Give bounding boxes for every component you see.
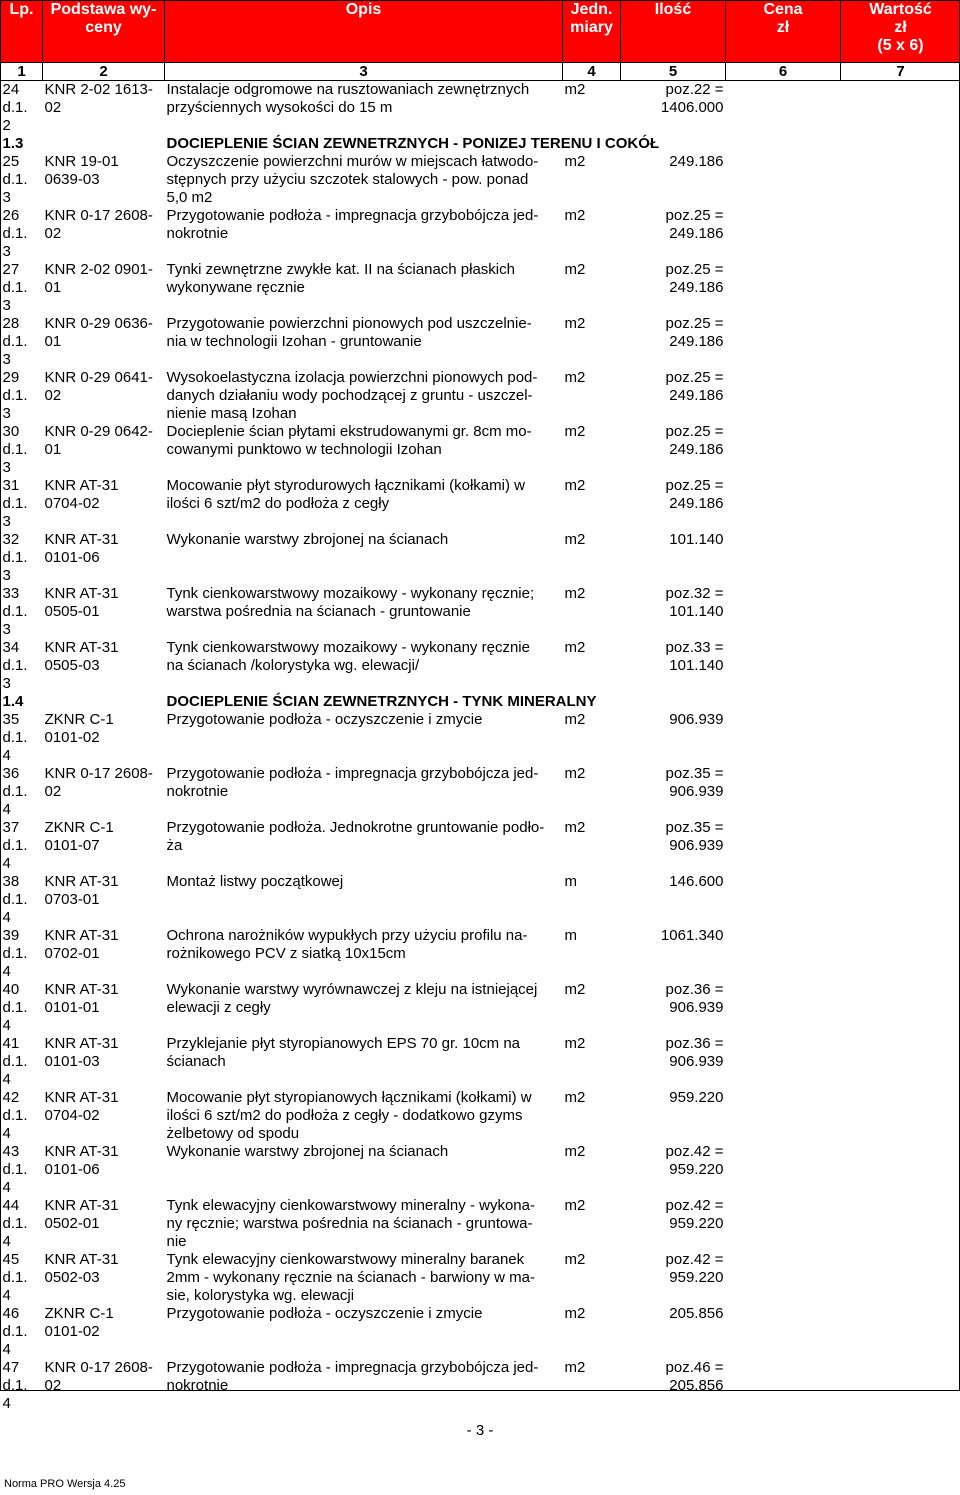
header-basis: Podstawa wy- ceny (43, 1, 165, 63)
item-quantity: 205.856 (669, 1305, 724, 1322)
item-price (726, 153, 841, 207)
table-row (1, 1143, 960, 1197)
item-lp: 33 d.1. 3 (2, 585, 28, 638)
item-lp: 25 d.1. 3 (2, 153, 28, 206)
item-basis: KNR 0-29 0641- 02 (44, 369, 153, 404)
item-basis: KNR AT-31 0703-01 (44, 873, 119, 908)
item-quantity: 906.939 (669, 711, 724, 728)
item-value (841, 1035, 960, 1089)
item-price (726, 207, 841, 261)
item-price (726, 711, 841, 765)
item-basis: KNR 2-02 1613- 02 (44, 81, 153, 116)
item-price (726, 1089, 841, 1143)
item-unit: m2 (564, 369, 586, 386)
item-description: Wysokoelastyczna izolacja powierzchni pionowych pod- danych działaniu wody pochodzącej z gruntu - uszczel- nienie masą Izohan (166, 369, 538, 422)
item-price (726, 1035, 841, 1089)
item-value (841, 927, 960, 981)
item-description: Tynk cienkowarstwowy mozaikowy - wykonany ręcznie; warstwa pośrednia na ścianach - gruntowanie (166, 585, 535, 620)
table-row (1, 981, 960, 1035)
item-quantity: poz.36 = 906.939 (665, 981, 724, 1016)
item-basis: KNR 0-17 2608- 02 (44, 1359, 153, 1394)
item-basis: ZKNR C-1 0101-02 (44, 1305, 114, 1340)
item-value (841, 531, 960, 585)
item-value (841, 477, 960, 531)
item-price (726, 531, 841, 585)
item-value (841, 585, 960, 639)
header-quantity: Ilość (621, 1, 726, 63)
section-row (1, 693, 960, 711)
item-description: Instalacje odgromowe na rusztowaniach zewnętrznych przyściennych wysokości do 15 m (166, 81, 530, 116)
table-row (1, 423, 960, 477)
item-quantity: poz.25 = 249.186 (665, 261, 724, 296)
item-lp: 42 d.1. 4 (2, 1089, 28, 1142)
item-quantity: poz.25 = 249.186 (665, 207, 724, 242)
item-unit: m2 (564, 477, 586, 494)
item-lp: 28 d.1. 3 (2, 315, 28, 368)
item-basis: ZKNR C-1 0101-07 (44, 819, 114, 854)
item-value (841, 819, 960, 873)
item-description: Wykonanie warstwy zbrojonej na ścianach (166, 1143, 449, 1160)
item-quantity: poz.35 = 906.939 (665, 819, 724, 854)
item-basis: KNR 0-17 2608- 02 (44, 765, 153, 800)
item-description: Przyklejanie płyt styropianowych EPS 70 gr. 10cm na ścianach (166, 1035, 521, 1070)
table-row (1, 711, 960, 765)
column-number: 7 (841, 63, 960, 81)
item-quantity: 249.186 (669, 153, 724, 170)
header-lp: Lp. (1, 1, 43, 63)
item-quantity: 1061.340 (660, 927, 724, 944)
table-row (1, 927, 960, 981)
column-number: 6 (726, 63, 841, 81)
item-lp: 43 d.1. 4 (2, 1143, 28, 1196)
item-description: Tynk elewacyjny cienkowarstwowy mineralny - wykona- ny ręcznie; warstwa pośrednia na ścianach - gruntowa- nie (166, 1197, 535, 1250)
item-value (841, 981, 960, 1035)
section-code: 1.3 (2, 135, 24, 152)
item-description: Przygotowanie powierzchni pionowych pod uszczelnie- nia w technologii Izohan - gruntowanie (166, 315, 532, 350)
item-price (726, 315, 841, 369)
item-quantity: poz.42 = 959.220 (665, 1251, 724, 1286)
item-basis: KNR AT-31 0704-02 (44, 1089, 119, 1124)
item-value (841, 711, 960, 765)
item-price (726, 261, 841, 315)
item-price (726, 81, 841, 136)
column-number: 4 (563, 63, 621, 81)
item-lp: 44 d.1. 4 (2, 1197, 28, 1250)
item-lp: 38 d.1. 4 (2, 873, 28, 926)
item-quantity: poz.22 = 1406.000 (660, 81, 724, 116)
item-price (726, 639, 841, 693)
item-value (841, 153, 960, 207)
table-row (1, 765, 960, 819)
item-lp: 26 d.1. 3 (2, 207, 28, 260)
item-unit: m2 (564, 1305, 586, 1322)
item-basis: KNR AT-31 0101-06 (44, 1143, 119, 1178)
column-number: 5 (621, 63, 726, 81)
item-value (841, 1089, 960, 1143)
item-unit: m2 (564, 153, 586, 170)
table-header (1, 1, 960, 63)
item-quantity: 959.220 (669, 1089, 724, 1106)
column-number: 1 (1, 63, 43, 81)
software-version: Norma PRO Wersja 4.25 (4, 1478, 126, 1490)
table-row (1, 477, 960, 531)
table-row (1, 261, 960, 315)
page-number: - 3 - (466, 1422, 494, 1439)
column-number: 2 (43, 63, 165, 81)
item-lp: 30 d.1. 3 (2, 423, 28, 476)
item-unit: m (564, 873, 577, 890)
item-price (726, 765, 841, 819)
item-lp: 36 d.1. 4 (2, 765, 28, 818)
item-description: Montaż listwy początkowej (166, 873, 344, 890)
item-lp: 39 d.1. 4 (2, 927, 28, 980)
item-price (726, 1251, 841, 1305)
header-description: Opis (165, 1, 563, 63)
item-description: Przygotowanie podłoża - impregnacja grzybobójcza jed- nokrotnie (166, 765, 539, 800)
item-basis: KNR AT-31 0101-06 (44, 531, 119, 566)
item-lp: 34 d.1. 3 (2, 639, 28, 692)
item-basis: KNR 0-17 2608- 02 (44, 207, 153, 242)
item-basis: KNR AT-31 0702-01 (44, 927, 119, 962)
item-price (726, 477, 841, 531)
item-unit: m (564, 927, 577, 944)
item-description: Wykonanie warstwy wyrównawczej z kleju na istniejącej elewacji z cegły (166, 981, 538, 1016)
item-value (841, 1143, 960, 1197)
item-price (726, 369, 841, 423)
item-lp: 35 d.1. 4 (2, 711, 28, 764)
item-price (726, 1305, 841, 1359)
item-description: Przygotowanie podłoża - impregnacja grzybobójcza jed- nokrotnie (166, 1359, 539, 1394)
item-quantity: poz.25 = 249.186 (665, 369, 724, 404)
item-lp: 47 d.1. 4 (2, 1359, 28, 1412)
item-basis: KNR AT-31 0502-03 (44, 1251, 119, 1286)
item-value (841, 207, 960, 261)
item-value (841, 1305, 960, 1359)
item-lp: 46 d.1. 4 (2, 1305, 28, 1358)
section-title: DOCIEPLENIE ŚCIAN ZEWNETRZNYCH - PONIZEJ TERENU I COKÓŁ (166, 135, 660, 152)
item-lp: 41 d.1. 4 (2, 1035, 28, 1088)
item-basis: KNR AT-31 0505-03 (44, 639, 119, 674)
item-quantity: 146.600 (669, 873, 724, 890)
item-price (726, 927, 841, 981)
item-value (841, 261, 960, 315)
table-row (1, 531, 960, 585)
item-quantity: poz.42 = 959.220 (665, 1197, 724, 1232)
item-unit: m2 (564, 1359, 586, 1376)
item-lp: 27 d.1. 3 (2, 261, 28, 314)
item-lp: 31 d.1. 3 (2, 477, 28, 530)
item-description: Przygotowanie podłoża - impregnacja grzybobójcza jed- nokrotnie (166, 207, 539, 242)
item-value (841, 1359, 960, 1413)
table-row (1, 81, 960, 136)
item-description: Mocowanie płyt styropianowych łącznikami (kołkami) w ilości 6 szt/m2 do podłoża z cegły - dodatkowo gzyms żelbetowy od spodu (166, 1089, 532, 1142)
item-unit: m2 (564, 531, 586, 548)
item-unit: m2 (564, 639, 586, 656)
item-quantity: 101.140 (669, 531, 724, 548)
header-value: Wartość zł (5 x 6) (841, 1, 960, 63)
item-value (841, 1251, 960, 1305)
item-description: Przygotowanie podłoża. Jednokrotne gruntowanie podło- ża (166, 819, 545, 854)
item-quantity: poz.25 = 249.186 (665, 477, 724, 512)
item-unit: m2 (564, 1197, 586, 1214)
item-lp: 24 d.1. 2 (2, 81, 28, 134)
item-unit: m2 (564, 819, 586, 836)
item-value (841, 873, 960, 927)
item-lp: 40 d.1. 4 (2, 981, 28, 1034)
item-unit: m2 (564, 207, 586, 224)
item-unit: m2 (564, 765, 586, 782)
item-price (726, 981, 841, 1035)
table-row (1, 1359, 960, 1413)
item-basis: KNR AT-31 0502-01 (44, 1197, 119, 1232)
item-quantity: poz.46 = 205.856 (665, 1359, 724, 1394)
item-unit: m2 (564, 1251, 586, 1268)
item-value (841, 1197, 960, 1251)
item-quantity: poz.25 = 249.186 (665, 315, 724, 350)
table-row (1, 639, 960, 693)
item-unit: m2 (564, 81, 586, 98)
item-basis: ZKNR C-1 0101-02 (44, 711, 114, 746)
item-value (841, 369, 960, 423)
table-row (1, 207, 960, 261)
item-price (726, 873, 841, 927)
item-description: Wykonanie warstwy zbrojonej na ścianach (166, 531, 449, 548)
item-description: Tynki zewnętrzne zwykłe kat. II na ścianach płaskich wykonywane ręcznie (166, 261, 515, 296)
table-row (1, 369, 960, 423)
item-unit: m2 (564, 1089, 586, 1106)
item-price (726, 819, 841, 873)
item-unit: m2 (564, 981, 586, 998)
item-value (841, 423, 960, 477)
item-description: Oczyszczenie powierzchni murów w miejscach łatwodo- stępnych przy użyciu szczotek stalowych - pow. ponad 5,0 m2 (166, 153, 539, 206)
section-title: DOCIEPLENIE ŚCIAN ZEWNETRZNYCH - TYNK MINERALNY (166, 693, 597, 710)
item-lp: 37 d.1. 4 (2, 819, 28, 872)
column-number: 3 (165, 63, 563, 81)
table-row (1, 153, 960, 207)
item-description: Mocowanie płyt styrodurowych łącznikami (kołkami) w ilości 6 szt/m2 do podłoża z cegły (166, 477, 525, 512)
item-price (726, 1197, 841, 1251)
table-row (1, 1035, 960, 1089)
item-basis: KNR 2-02 0901- 01 (44, 261, 153, 296)
item-basis: KNR AT-31 0505-01 (44, 585, 119, 620)
item-value (841, 639, 960, 693)
item-basis: KNR AT-31 0704-02 (44, 477, 119, 512)
item-basis: KNR AT-31 0101-01 (44, 981, 119, 1016)
item-quantity: poz.42 = 959.220 (665, 1143, 724, 1178)
item-unit: m2 (564, 261, 586, 278)
table-row (1, 1197, 960, 1251)
item-unit: m2 (564, 1035, 586, 1052)
item-basis: KNR 19-01 0639-03 (44, 153, 119, 188)
table-row (1, 315, 960, 369)
item-description: Tynk elewacyjny cienkowarstwowy mineralny baranek 2mm - wykonany ręcznie na ścianach - barwiony w ma- sie, kolorystyka wg. elewacji (166, 1251, 535, 1304)
header-unit: Jedn. miary (563, 1, 621, 63)
item-lp: 29 d.1. 3 (2, 369, 28, 422)
item-description: Docieplenie ścian płytami ekstrudowanymi gr. 8cm mo- cowanymi punktowo w technologii Izohan (166, 423, 532, 458)
item-description: Tynk cienkowarstwowy mozaikowy - wykonany ręcznie na ścianach /kolorystyka wg. elewacji/ (166, 639, 530, 674)
item-price (726, 1359, 841, 1413)
column-number-row (1, 63, 960, 81)
item-description: Przygotowanie podłoża - oczyszczenie i zmycie (166, 711, 483, 728)
item-unit: m2 (564, 423, 586, 440)
item-price (726, 1143, 841, 1197)
item-unit: m2 (564, 315, 586, 332)
header-price: Cena zł (726, 1, 841, 63)
table-row (1, 1251, 960, 1305)
item-value (841, 81, 960, 136)
table-row (1, 1089, 960, 1143)
item-lp: 32 d.1. 3 (2, 531, 28, 584)
item-quantity: poz.36 = 906.939 (665, 1035, 724, 1070)
section-row (1, 135, 960, 153)
item-quantity: poz.25 = 249.186 (665, 423, 724, 458)
item-value (841, 765, 960, 819)
table-row (1, 873, 960, 927)
item-unit: m2 (564, 711, 586, 728)
item-quantity: poz.33 = 101.140 (665, 639, 724, 674)
item-price (726, 585, 841, 639)
item-description: Ochrona narożników wypukłych przy użyciu profilu na- rożnikowego PCV z siatką 10x15cm (166, 927, 528, 962)
item-description: Przygotowanie podłoża - oczyszczenie i zmycie (166, 1305, 483, 1322)
item-unit: m2 (564, 585, 586, 602)
table-row (1, 1305, 960, 1359)
item-basis: KNR 0-29 0636- 01 (44, 315, 153, 350)
item-quantity: poz.32 = 101.140 (665, 585, 724, 620)
table-body (1, 81, 960, 1414)
item-basis: KNR 0-29 0642- 01 (44, 423, 153, 458)
table-row (1, 819, 960, 873)
item-unit: m2 (564, 1143, 586, 1160)
item-basis: KNR AT-31 0101-03 (44, 1035, 119, 1070)
item-price (726, 423, 841, 477)
item-lp: 45 d.1. 4 (2, 1251, 28, 1304)
table-row (1, 585, 960, 639)
section-code: 1.4 (2, 693, 24, 710)
item-value (841, 315, 960, 369)
item-quantity: poz.35 = 906.939 (665, 765, 724, 800)
